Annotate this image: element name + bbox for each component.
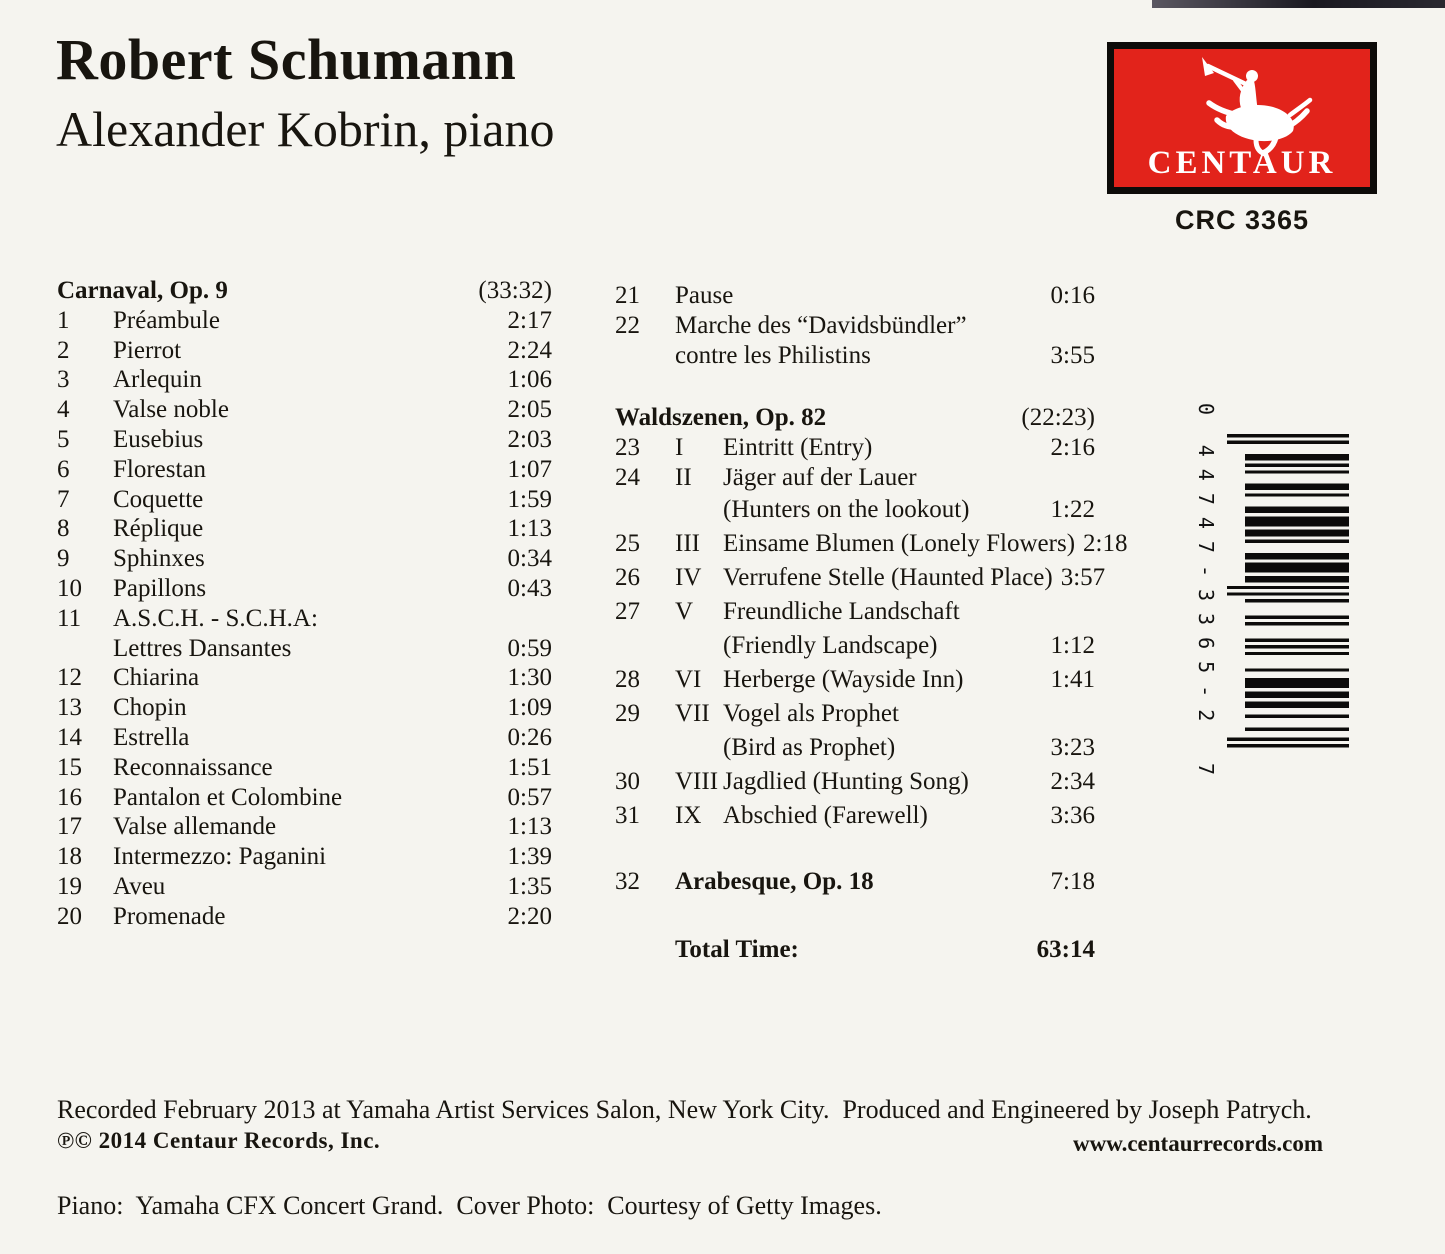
barcode-check-digit: 7: [1194, 762, 1218, 775]
track-title: Chopin: [113, 694, 187, 722]
right-track-section: [615, 281, 1128, 965]
section-spacer: [615, 833, 1095, 865]
track-row: [57, 544, 552, 574]
work-header: [615, 403, 1095, 433]
track-row: [615, 561, 1106, 595]
track-row: [57, 753, 552, 783]
track-number: 26: [615, 564, 640, 591]
centaur-wordmark: CENTAUR: [1147, 145, 1337, 181]
track-row: [57, 693, 552, 723]
track-duration: [1087, 463, 1095, 493]
track-title: Vogel als Prophet: [723, 700, 899, 727]
track-number: 10: [57, 574, 82, 602]
track-title: Reconnaissance: [113, 753, 273, 781]
track-row: [57, 723, 552, 753]
centaur-logo: [1107, 42, 1377, 194]
barcode-digits: [1193, 403, 1219, 775]
track-number: 8: [57, 515, 70, 543]
track-title: Préambule: [113, 306, 220, 334]
track-number: 16: [57, 783, 82, 811]
track-duration: 0:59: [507, 634, 552, 662]
track-duration: 1:59: [507, 485, 552, 513]
track-number: 4: [57, 396, 70, 424]
track-number: 12: [57, 664, 82, 692]
track-row: [615, 663, 1095, 697]
track-duration: 2:34: [1050, 768, 1095, 795]
track-duration: 3:23: [1050, 734, 1095, 761]
track-row: [57, 485, 552, 515]
track-duration: 1:30: [507, 664, 552, 692]
track-duration: 1:41: [1050, 666, 1095, 693]
track-number: 25: [615, 530, 640, 557]
track-title: Aveu: [113, 872, 166, 900]
track-row: [615, 281, 1095, 311]
track-row: [57, 395, 552, 425]
track-number: 24: [615, 464, 640, 491]
track-number: [615, 493, 675, 527]
track-duration: 0:43: [507, 574, 552, 602]
track-row: [57, 514, 552, 544]
track-title: Eintritt (Entry): [723, 434, 873, 461]
track-duration: 2:03: [507, 425, 552, 453]
track-duration: 1:35: [507, 872, 552, 900]
track-number: 17: [57, 813, 82, 841]
track-row: [615, 799, 1095, 833]
work-total-duration: (22:23): [1021, 404, 1095, 431]
track-title: Eusebius: [113, 425, 204, 453]
website-url: www.centaurrecords.com: [1073, 1131, 1323, 1156]
track-row: [57, 336, 552, 366]
track-number: 2: [57, 336, 70, 364]
track-row: [57, 663, 552, 693]
track-duration: [1087, 595, 1095, 629]
track-title: Coquette: [113, 485, 204, 513]
track-number: 27: [615, 598, 640, 625]
track-title: Valse allemande: [113, 813, 277, 841]
track-number: 28: [615, 666, 640, 693]
track-row: [615, 765, 1095, 799]
track-number: 6: [57, 455, 70, 483]
track-row: [57, 604, 552, 634]
track-duration: 3:57: [1060, 564, 1106, 591]
work-header: [57, 276, 552, 306]
track-row: [615, 433, 1095, 463]
track-row: [615, 731, 1095, 765]
composer-name: Robert Schumann: [56, 27, 517, 92]
track-row: [615, 527, 1128, 561]
track-title: A.S.C.H. - S.C.H.A:: [113, 604, 318, 632]
barcode: [1227, 434, 1349, 748]
track-row: [615, 595, 1095, 629]
track-title: Papillons: [113, 574, 207, 602]
track-row: [57, 425, 552, 455]
barcode-lead-digit: 0: [1194, 403, 1218, 416]
track-duration: 2:17: [507, 306, 552, 334]
track-title: Herberge (Wayside Inn): [723, 666, 964, 693]
track-title: Einsame Blumen (Lonely Flowers): [723, 530, 1076, 557]
track-number: 31: [615, 802, 640, 829]
movement-numeral: V: [675, 598, 694, 625]
track-title: Pierrot: [113, 336, 182, 364]
track-number: 32: [615, 868, 640, 895]
track-number: 7: [57, 485, 70, 513]
track-duration: [1087, 697, 1095, 731]
track-number: [615, 341, 675, 371]
track-duration: 1:39: [507, 843, 552, 871]
track-duration: 2:05: [507, 396, 552, 424]
track-title: Arabesque, Op. 18: [675, 868, 874, 895]
track-number: 29: [615, 700, 640, 727]
track-number: [615, 731, 675, 765]
section-spacer: [615, 371, 1095, 403]
total-time-label: Total Time:: [675, 936, 799, 963]
track-title: (Bird as Prophet): [723, 734, 896, 761]
track-duration: 1:07: [507, 455, 552, 483]
track-number: 1: [57, 306, 70, 334]
track-title: Freundliche Landschaft: [723, 598, 960, 625]
track-row: [615, 865, 1095, 899]
movement-numeral: [675, 629, 723, 663]
track-row: [57, 574, 552, 604]
track-number: 5: [57, 425, 70, 453]
track-row: [57, 455, 552, 485]
track-row: [57, 634, 552, 664]
track-title: contre les Philistins: [675, 342, 871, 369]
track-title: Estrella: [113, 723, 190, 751]
track-duration: 1:09: [507, 694, 552, 722]
scan-edge-artifact: [1152, 0, 1445, 8]
track-title: Abschied (Farewell): [723, 802, 928, 829]
carnaval-section: [57, 276, 552, 932]
track-duration: 3:36: [1050, 802, 1095, 829]
track-title: Intermezzo: Paganini: [113, 843, 327, 871]
track-duration: 7:18: [1050, 868, 1095, 895]
copyright-notice: ℗© 2014 Centaur Records, Inc.: [57, 1128, 381, 1153]
movement-numeral: [675, 731, 723, 765]
track-number: 14: [57, 723, 82, 751]
track-number: [57, 634, 113, 664]
track-row: [57, 902, 552, 932]
track-duration: [544, 604, 552, 634]
track-duration: 0:26: [507, 723, 552, 751]
track-title: Marche des “Davidsbündler”: [675, 312, 967, 339]
track-title: Promenade: [113, 902, 226, 930]
track-number: 19: [57, 872, 82, 900]
track-title: Chiarina: [113, 664, 200, 692]
track-number: 15: [57, 753, 82, 781]
movement-numeral: VIII: [675, 768, 719, 795]
track-title: Florestan: [113, 455, 207, 483]
track-duration: 1:13: [507, 515, 552, 543]
track-row: [57, 872, 552, 902]
work-title: Carnaval, Op. 9: [57, 277, 228, 304]
track-duration: 1:51: [507, 753, 552, 781]
track-row: [615, 493, 1095, 527]
movement-numeral: [675, 493, 723, 527]
track-number: 21: [615, 282, 640, 309]
track-row: [57, 306, 552, 336]
track-row: [57, 842, 552, 872]
track-title: Pause: [675, 282, 734, 309]
movement-numeral: IX: [675, 802, 702, 829]
track-row: [615, 311, 1095, 341]
track-row: [615, 697, 1095, 731]
performer-name: Alexander Kobrin, piano: [56, 101, 555, 157]
track-duration: 0:16: [1050, 282, 1095, 309]
movement-numeral: I: [675, 434, 684, 461]
track-row: [57, 365, 552, 395]
track-number: 23: [615, 434, 640, 461]
track-duration: 1:13: [507, 813, 552, 841]
total-time-value: 63:14: [1036, 936, 1095, 963]
track-duration: 1:22: [1050, 496, 1095, 523]
track-title: Jäger auf der Lauer: [723, 464, 917, 491]
track-title: Verrufene Stelle (Haunted Place): [723, 564, 1053, 591]
movement-numeral: VI: [675, 666, 702, 693]
track-duration: 2:20: [507, 902, 552, 930]
track-number: 9: [57, 545, 70, 573]
movement-numeral: II: [675, 464, 692, 491]
track-duration: 2:24: [507, 336, 552, 364]
track-title: Arlequin: [113, 366, 202, 394]
barcode-main-digits: 44747-3365-2: [1194, 444, 1218, 734]
work-total-duration: (33:32): [478, 277, 552, 304]
track-duration: [1087, 311, 1095, 341]
track-title: Pantalon et Colombine: [113, 783, 343, 811]
credits-line: Recorded February 2013 at Yamaha Artist Services Salon, New York City. Produced and Engineered by Joseph Patrych.: [57, 1095, 1312, 1124]
track-number: 11: [57, 604, 82, 632]
track-row: [57, 783, 552, 813]
track-duration: 3:55: [1050, 342, 1095, 369]
track-title: Lettres Dansantes: [113, 634, 292, 662]
track-duration: 0:34: [507, 545, 552, 573]
movement-numeral: VII: [675, 700, 710, 727]
movement-numeral: III: [675, 530, 700, 557]
total-time-row: [615, 935, 1095, 965]
movement-numeral: IV: [675, 564, 702, 591]
credits-line: Piano: Yamaha CFX Concert Grand. Cover Photo: Courtesy of Getty Images.: [57, 1191, 882, 1220]
track-number: 20: [57, 902, 82, 930]
catalog-number: CRC 3365: [1174, 205, 1310, 235]
track-title: Sphinxes: [113, 545, 205, 573]
track-title: (Friendly Landscape): [723, 632, 938, 659]
track-number: 30: [615, 768, 640, 795]
track-row: [615, 341, 1095, 371]
track-number: 22: [615, 312, 640, 339]
track-title: (Hunters on the lookout): [723, 496, 970, 523]
track-row: [615, 463, 1095, 493]
track-duration: 1:06: [507, 366, 552, 394]
track-number: [615, 629, 675, 663]
track-row: [615, 629, 1095, 663]
track-number: 13: [57, 694, 82, 722]
track-row: [57, 812, 552, 842]
track-duration: 2:16: [1050, 434, 1095, 461]
work-title: Waldszenen, Op. 82: [615, 404, 827, 431]
track-title: Valse noble: [113, 396, 229, 424]
track-duration: 1:12: [1050, 632, 1095, 659]
track-number: 3: [57, 366, 70, 394]
track-duration: 2:18: [1083, 530, 1128, 557]
track-title: Jagdlied (Hunting Song): [723, 768, 969, 795]
track-duration: 0:57: [507, 783, 552, 811]
track-number: 18: [57, 843, 82, 871]
track-title: Réplique: [113, 515, 204, 543]
section-spacer: [615, 899, 1095, 935]
